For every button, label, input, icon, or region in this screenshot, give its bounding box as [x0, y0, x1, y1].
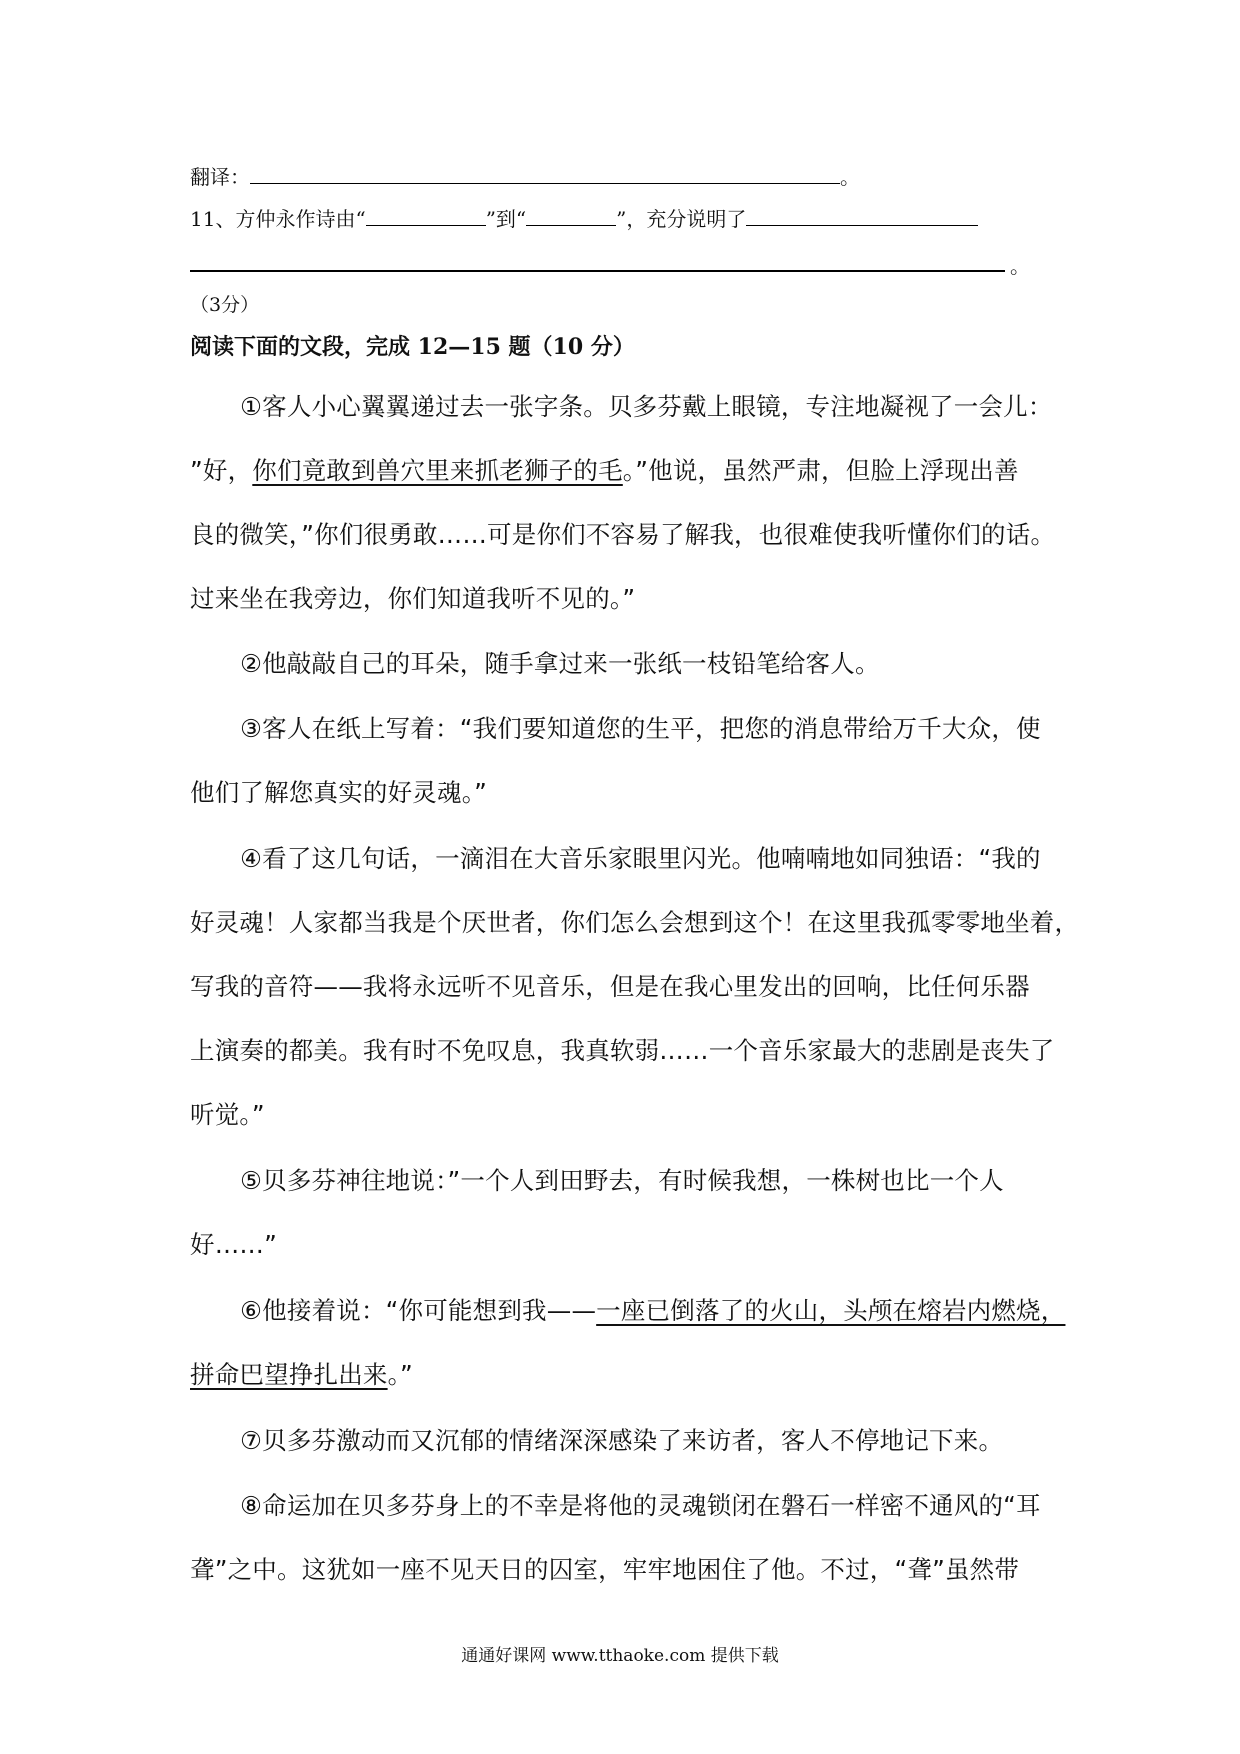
passage-line: ⑧命运加在贝多芬身上的不幸是将他的灵魂锁闭在磐石一样密不通风的“耳: [240, 1491, 1041, 1520]
passage-line: [190, 1356, 413, 1391]
passage-line: 听觉。”: [190, 1100, 265, 1129]
q11-end: 。: [1010, 254, 1030, 278]
q11-answer-rule[interactable]: [190, 270, 1005, 272]
passage-line: ①客人小心翼翼递过去一张字条。贝多芬戴上眼镜，专注地凝视了一会儿：: [240, 392, 1053, 421]
page-footer: 通通好课网 www.tthaoke.com 提供下载: [461, 1646, 779, 1666]
q11-prefix: 11、方仲永作诗由“: [190, 207, 366, 231]
translation-line: [190, 163, 860, 191]
passage-line: [240, 1292, 1065, 1327]
passage-line: 良的微笑，”你们很勇敢……可是你们不容易了解我，也很难使我听懂你们的话。: [190, 520, 1056, 549]
passage-line: [190, 452, 1019, 487]
q11-blank-2[interactable]: [526, 205, 616, 226]
translation-label: 翻译：: [190, 165, 250, 189]
underlined-phrase: 一座已倒落了的火山，头颅在熔岩内燃烧，: [596, 1296, 1066, 1325]
underlined-phrase: 拼命巴望挣扎出来: [190, 1360, 388, 1389]
text-span: ”好，: [190, 456, 253, 485]
underlined-phrase: 你们竟敢到兽穴里来抓老狮子的毛: [252, 456, 623, 485]
passage-line: 上演奏的都美。我有时不免叹息，我真软弱……一个音乐家最大的悲剧是丧失了: [190, 1036, 1055, 1065]
question-11: [190, 205, 978, 233]
passage-line: 他们了解您真实的好灵魂。”: [190, 778, 488, 807]
passage-line: ②他敲敲自己的耳朵，随手拿过来一张纸一枝铅笔给客人。: [240, 649, 880, 678]
q11-blank-1[interactable]: [366, 205, 486, 226]
passage-line: ④看了这几句话，一滴泪在大音乐家眼里闪光。他喃喃地如同独语：“我的: [240, 844, 1041, 873]
text-span: ⑥他接着说：“你可能想到我——: [240, 1296, 597, 1325]
text-span: 。”: [387, 1360, 413, 1389]
passage-line: 写我的音符——我将永远听不见音乐，但是在我心里发出的回响，比任何乐器: [190, 972, 1030, 1001]
passage-line: ⑦贝多芬激动而又沉郁的情绪深深感染了来访者，客人不停地记下来。: [240, 1426, 1004, 1455]
score-note: （3分）: [190, 294, 260, 316]
passage-line: 过来坐在我旁边，你们知道我听不见的。”: [190, 584, 636, 613]
passage-line: ③客人在纸上写着：“我们要知道您的生平，把您的消息带给万千大众，使: [240, 714, 1041, 743]
q11-suffix: ”，充分说明了: [616, 207, 747, 231]
translation-end: 。: [840, 165, 860, 189]
passage-line: 好……”: [190, 1230, 277, 1259]
section-heading: 阅读下面的文段，完成 12—15 题（10 分）: [190, 334, 635, 360]
passage-line: ⑤贝多芬神往地说：”一个人到田野去，有时候我想，一株树也比一个人: [240, 1166, 1004, 1195]
passage-line: 好灵魂！人家都当我是个厌世者，你们怎么会想到这个！在这里我孤零零地坐着，: [190, 908, 1080, 937]
q11-blank-3[interactable]: [746, 205, 978, 226]
q11-mid: ”到“: [485, 207, 527, 231]
text-span: 。”他说，虽然严肃，但脸上浮现出善: [622, 456, 1019, 485]
passage-line: 聋”之中。这犹如一座不见天日的囚室，牢牢地困住了他。不过，“聋”虽然带: [190, 1555, 1020, 1584]
translation-blank[interactable]: [250, 163, 840, 184]
